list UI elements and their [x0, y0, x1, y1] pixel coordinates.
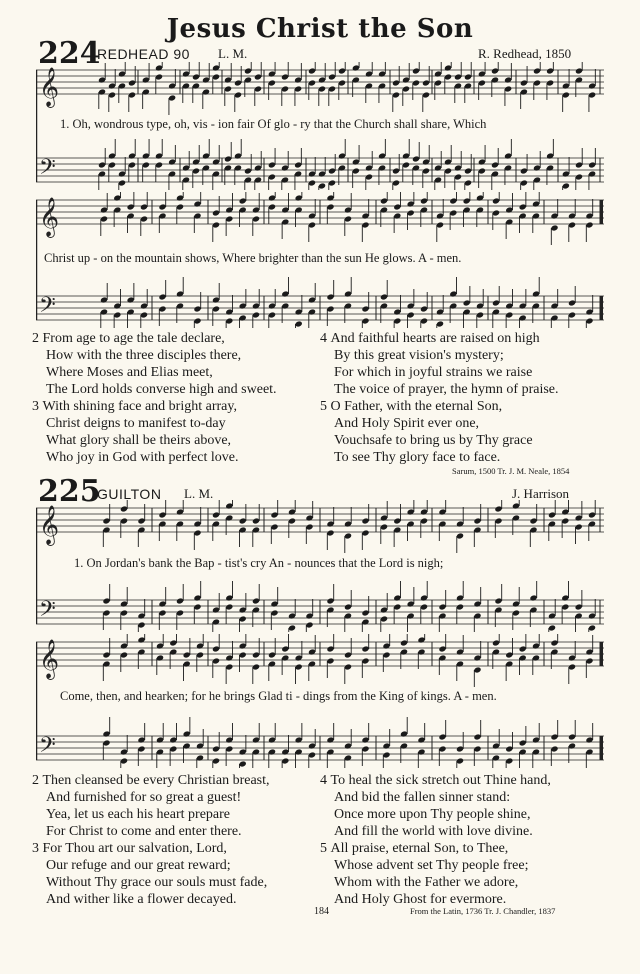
verse-line: Once more upon Thy people shine, — [334, 807, 531, 822]
verse-number: 4 — [320, 773, 327, 788]
verse-line: And fill the world with love divine. — [334, 824, 533, 839]
verse-number: 3 — [32, 841, 39, 856]
verse-number: 4 — [320, 331, 327, 346]
tune-name: REDHEAD 90 — [97, 46, 190, 62]
verse-line: And Holy Ghost for evermore. — [334, 892, 507, 907]
verse-block — [32, 330, 277, 466]
verse-line: And bid the fallen sinner stand: — [334, 790, 511, 805]
tune-name: GUILTON — [97, 486, 162, 502]
verse-line: For Christ to come and enter there. — [46, 824, 242, 839]
svg-text:𝄢: 𝄢 — [39, 733, 56, 763]
verse-number: 5 — [320, 841, 327, 856]
verse-line: By this great vision's mystery; — [334, 348, 504, 363]
verse-line: Without Thy grace our souls must fade, — [46, 875, 268, 890]
verse-line: Vouchsafe to bring us by Thy grace — [334, 433, 533, 448]
verse-block — [32, 772, 270, 908]
svg-text:𝄞: 𝄞 — [39, 639, 60, 679]
verse-line: And faithful hearts are raised on high — [330, 331, 540, 346]
hymn-number: 225 — [38, 474, 101, 509]
svg-text:𝄞: 𝄞 — [39, 67, 60, 107]
verse-line: To heal the sick stretch out Thine hand, — [330, 773, 551, 788]
composer: J. Harrison — [512, 486, 570, 501]
svg-text:𝄞: 𝄞 — [39, 197, 60, 237]
lyric-line: 1. On Jordan's bank the Bap - tist's cry An - nounces that the Lord is nigh; — [74, 556, 444, 570]
verse-line: From age to age the tale declare, — [42, 331, 225, 346]
lyric-line: 1. Oh, wondrous type, oh, vis - ion fair Of glo - ry that the Church shall share, Which — [60, 117, 487, 131]
verse-line: O Father, with the eternal Son, — [330, 399, 503, 414]
verse-line: With shining face and bright array, — [42, 399, 237, 414]
meter: L. M. — [218, 46, 248, 61]
verse-line: Who joy in God with perfect love. — [46, 450, 239, 465]
verse-line: And furnished for so great a guest! — [46, 790, 242, 805]
verse-line: The Lord holds converse high and sweet. — [46, 382, 277, 397]
verse-line: Christ deigns to manifest to-day — [46, 416, 226, 431]
verse-number: 2 — [32, 773, 39, 788]
page-title: Jesus Christ the Son — [166, 14, 474, 44]
verse-line: How with the three disciples there, — [46, 348, 242, 363]
verse-number: 5 — [320, 399, 327, 414]
lyric-line: Come, then, and hearken; for he brings Glad ti - dings from the King of kings. A - men. — [60, 689, 497, 703]
verse-line: For Thou art our salvation, Lord, — [42, 841, 227, 856]
meter: L. M. — [184, 486, 214, 501]
verse-line: The voice of prayer, the hymn of praise. — [334, 382, 559, 397]
verse-line: For which in joyful strains we raise — [334, 365, 533, 380]
verse-block — [320, 330, 559, 466]
verse-line: To see Thy glory face to face. — [334, 450, 501, 465]
verse-number: 3 — [32, 399, 39, 414]
verse-line: Whom with the Father we adore, — [334, 875, 519, 890]
composer: R. Redhead, 1850 — [478, 46, 572, 61]
svg-text:𝄞: 𝄞 — [39, 505, 60, 545]
verse-line: All praise, eternal Son, to Thee, — [330, 841, 509, 856]
verse-block — [320, 772, 551, 908]
credit-line: From the Latin, 1736 Tr. J. Chandler, 1837 — [410, 906, 556, 916]
verse-line: Our refuge and our great reward; — [46, 858, 231, 873]
verse-number: 2 — [32, 331, 39, 346]
verse-line: What glory shall be theirs above, — [46, 433, 232, 448]
lyric-line: Christ up - on the mountain shows, Where brighter than the sun He glows. A - men. — [44, 251, 462, 265]
hymn-number: 224 — [38, 36, 101, 71]
svg-text:𝄢: 𝄢 — [39, 155, 56, 185]
verse-line: And wither like a flower decayed. — [46, 892, 237, 907]
credit-line: Sarum, 1500 Tr. J. M. Neale, 1854 — [452, 466, 570, 476]
svg-text:𝄢: 𝄢 — [39, 597, 56, 627]
page-number: 184 — [314, 906, 329, 917]
verse-line: And Holy Spirit ever one, — [334, 416, 480, 431]
verse-line: Whose advent set Thy people free; — [334, 858, 529, 873]
svg-text:𝄢: 𝄢 — [39, 293, 56, 323]
verse-line: Where Moses and Elias meet, — [46, 365, 213, 380]
verse-line: Yea, let us each his heart prepare — [46, 807, 231, 822]
verse-line: Then cleansed be every Christian breast, — [42, 773, 270, 788]
